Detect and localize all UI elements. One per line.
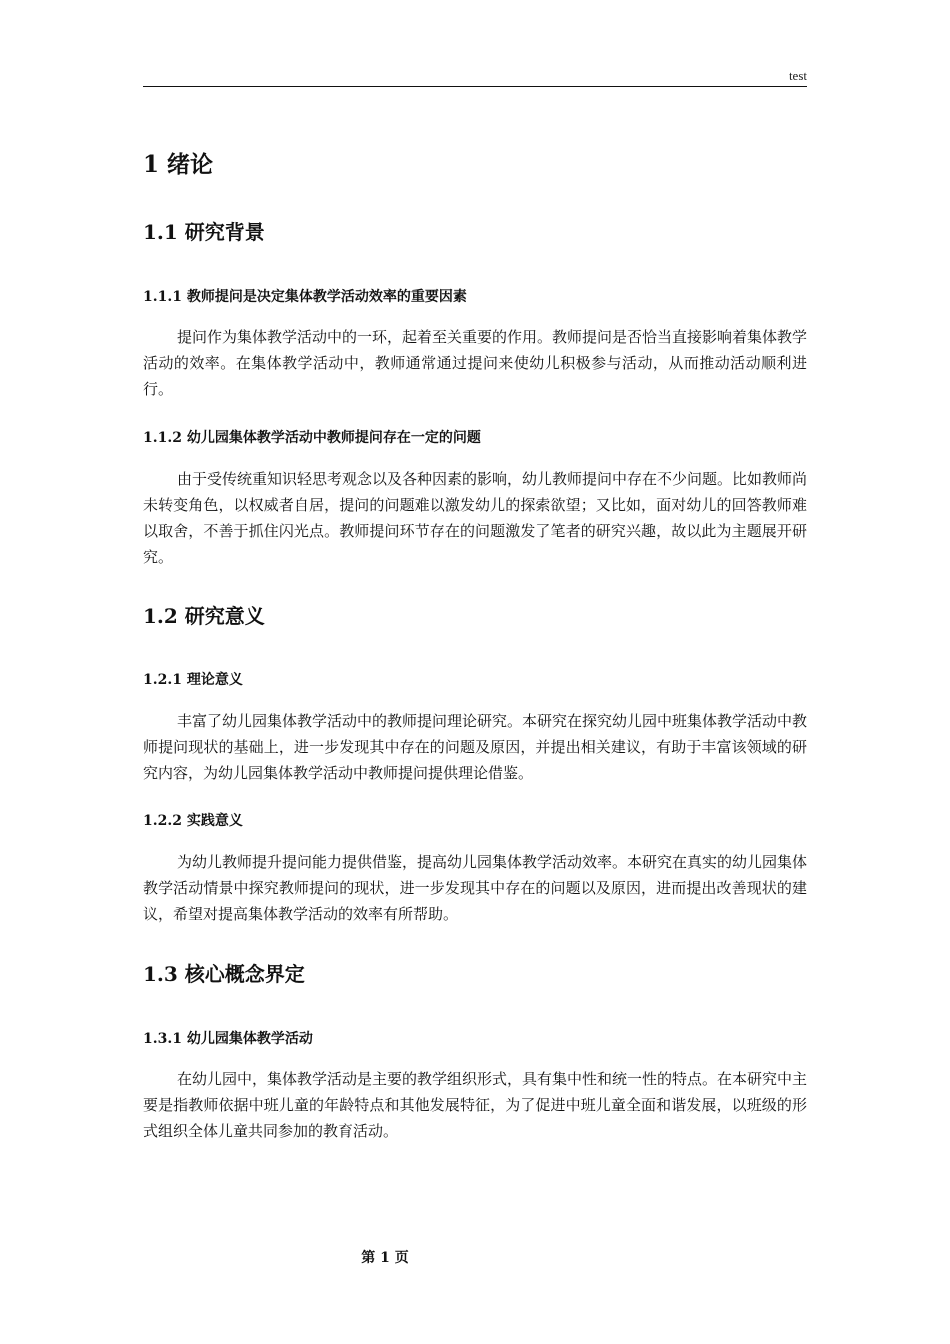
chapter-heading: 1 绪论 xyxy=(143,151,214,178)
paragraph-1-2-1: 丰富了幼儿园集体教学活动中的教师提问理论研究。本研究在探究幼儿园中班集体教学活动中教师提问现状的基础上，进一步发现其中存在的问题及原因，并提出相关建议，有助于丰富该领域的研究内容，为幼儿园集体教学活动中教师提问提供理论借鉴。 xyxy=(143,712,808,782)
paragraph-1-2-2: 为幼儿教师提升提问能力提供借鉴，提高幼儿园集体教学活动效率。本研究在真实的幼儿园集体教学活动情景中探究教师提问的现状，进一步发现其中存在的问题以及原因，进而提出改善现状的建议，希望对提高集体教学活动的效率有所帮助。 xyxy=(143,853,808,923)
running-header: test xyxy=(788,68,807,83)
section-heading-core-concepts: 1.3 核心概念界定 xyxy=(143,962,305,986)
subsection-heading-1-2-1: 1.2.1 理论意义 xyxy=(143,672,243,688)
paragraph-1-3-1: 在幼儿园中，集体教学活动是主要的教学组织形式，具有集中性和统一性的特点。在本研究中主要是指教师依据中班儿童的年龄特点和其他发展特征，为了促进中班儿童全面和谐发展，以班级的形式组织全体儿童共同参加的教育活动。 xyxy=(143,1070,808,1140)
paragraph-1-1-1: 提问作为集体教学活动中的一环，起着至关重要的作用。教师提问是否恰当直接影响着集体教学活动的效率。在集体教学活动中，教师通常通过提问来使幼儿积极参与活动，从而推动活动顺利进行。 xyxy=(143,328,808,398)
page-number: 第 1 页 xyxy=(361,1250,409,1266)
header-rule xyxy=(143,86,807,87)
subsection-heading-1-1-2: 1.1.2 幼儿园集体教学活动中教师提问存在一定的问题 xyxy=(143,430,481,446)
subsection-heading-1-2-2: 1.2.2 实践意义 xyxy=(143,813,243,829)
subsection-heading-1-3-1: 1.3.1 幼儿园集体教学活动 xyxy=(143,1031,313,1047)
paragraph-1-1-2: 由于受传统重知识轻思考观念以及各种因素的影响，幼儿教师提问中存在不少问题。比如教师尚未转变角色，以权威者自居，提问的问题难以激发幼儿的探索欲望；又比如，面对幼儿的回答教师难以取舍，不善于抓住闪光点。教师提问环节存在的问题激发了笔者的研究兴趣，故以此为主题展开研究。 xyxy=(143,470,808,566)
subsection-heading-1-1-1: 1.1.1 教师提问是决定集体教学活动效率的重要因素 xyxy=(143,289,467,305)
section-heading-significance: 1.2 研究意义 xyxy=(143,604,265,628)
section-heading-background: 1.1 研究背景 xyxy=(143,220,265,244)
